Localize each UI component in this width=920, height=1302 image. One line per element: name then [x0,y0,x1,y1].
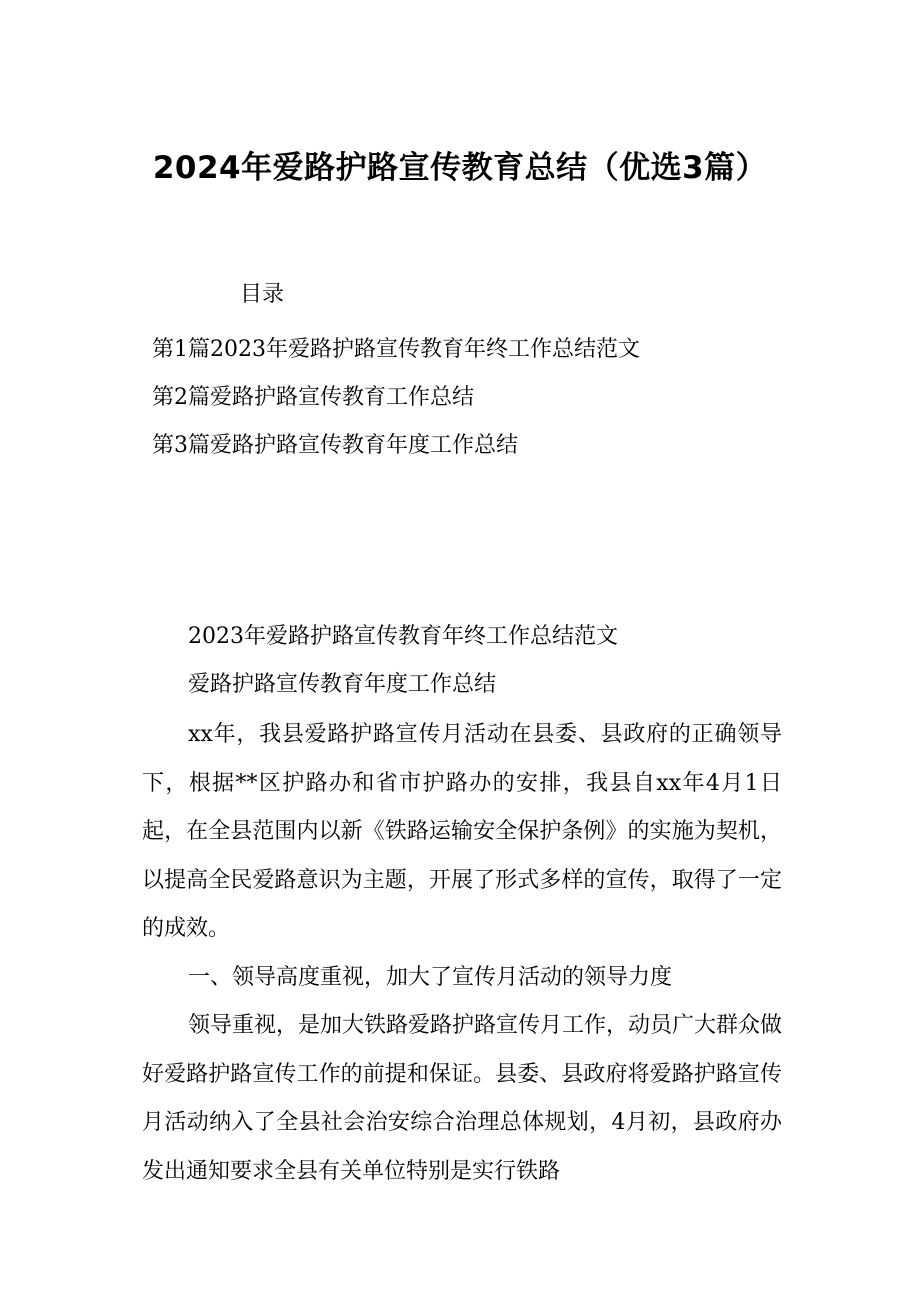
paragraph-section-heading: 一、领导高度重视，加大了宣传月活动的领导力度 [188,964,673,990]
paragraph-leadership: 领导重视，是加大铁路爱路护路宣传月工作，动员广大群众做好爱路护路宣传工作的前提和保证。县委、县政府将爱路护路宣传月活动纳入了全县社会治安综合治理总体规划，4月初，县政府办发出通知要求全县有关单位特别是实行铁路 [142,1013,783,1184]
toc-item-1[interactable]: 第1篇2023年爱路护路宣传教育年终工作总结范文 [152,337,640,362]
paragraph-intro: xx年，我县爱路护路宣传月活动在县委、县政府的正确领导下，根据**区护路办和省市护路办的安排，我县自xx年4月1日起，在全县范围内以新《铁路运输安全保护条例》的实施为契机，以提高全民爱路意识为主题，开展了形式多样的宣传，取得了一定的成效。 [142,722,782,941]
article-body [142,613,782,1196]
document-title: 2024年爱路护路宣传教育总结（优选3篇） [152,150,768,186]
article-subheading: 爱路护路宣传教育年度工作总结 [188,672,497,697]
toc-heading: 目录 [240,282,285,307]
article-heading: 2023年爱路护路宣传教育年终工作总结范文 [188,624,618,649]
table-of-contents [152,326,640,470]
toc-item-3[interactable]: 第3篇爱路护路宣传教育年度工作总结 [152,433,518,458]
toc-item-2[interactable]: 第2篇爱路护路宣传教育工作总结 [152,385,474,410]
